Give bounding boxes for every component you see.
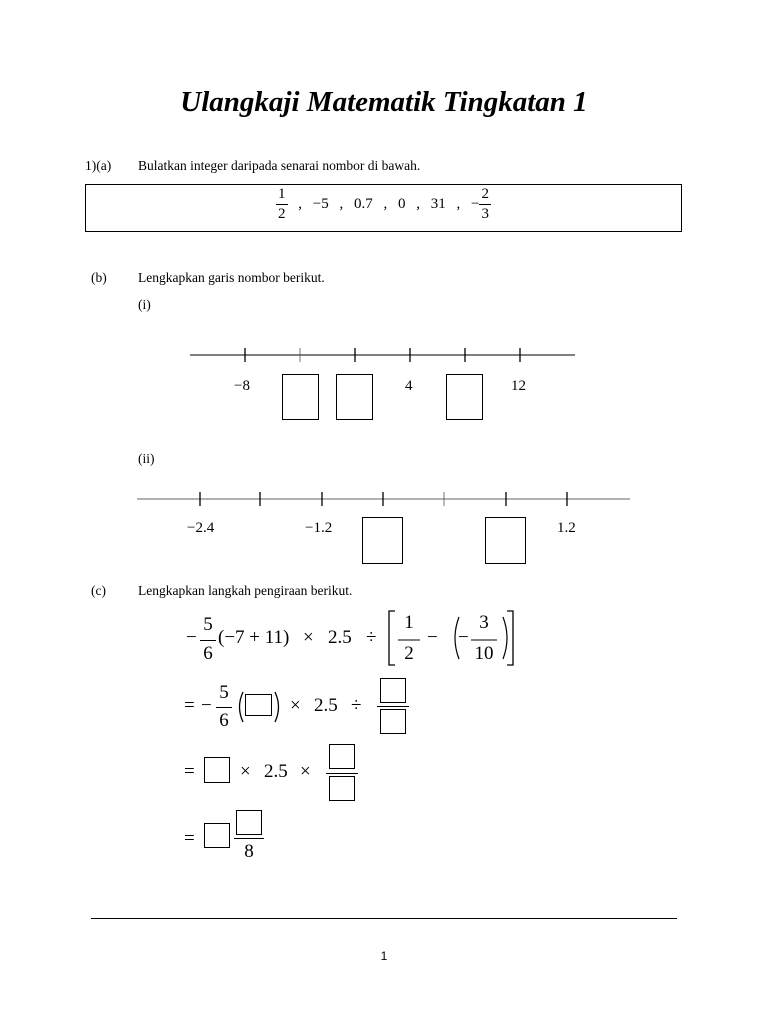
part-c-label: (c) — [91, 583, 106, 598]
calc-bracket-frac2-den: 10 — [474, 643, 494, 664]
answer-box-calc-row4-num[interactable] — [236, 810, 262, 835]
answer-box-line-ii-1[interactable] — [362, 517, 403, 564]
line-ii-label-1.2: 1.2 — [557, 520, 576, 536]
calc-row2-equals: = — [184, 695, 195, 716]
calc-bracket-minus: − — [427, 627, 438, 648]
question-a-instruction: Bulatkan integer daripada senarai nombor di bawah. — [138, 158, 421, 173]
answer-box-calc-row3-den[interactable] — [329, 776, 355, 801]
line-ii-label-neg1.2: −1.2 — [305, 520, 333, 536]
calc-value-2-5: 2.5 — [328, 627, 352, 648]
line-i-label-neg8: −8 — [234, 378, 250, 394]
calc-row3-times: × — [240, 761, 251, 782]
number-list: $\frac{1}{2}$ , −5 , 0.7 , 0 , 31 , − $\frac{2}{3}$ — [278, 186, 489, 222]
part-b-label: (b) — [91, 270, 107, 285]
line-i-label-4: 4 — [405, 378, 413, 394]
page-title: Ulangkaji Matematik Tingkatan 1 — [180, 86, 588, 118]
calc-row2-divide: ÷ — [351, 695, 362, 716]
part-b-instruction: Lengkapkan garis nombor berikut. — [138, 270, 325, 285]
line-i-label-12: 12 — [511, 378, 526, 394]
number-zero[interactable]: 0 — [398, 195, 406, 212]
fraction-one-half[interactable]: $\frac{1}{2}$ — [278, 186, 286, 222]
fraction-neg-two-thirds[interactable]: − $\frac{2}{3}$ — [471, 186, 489, 222]
calc-row2-minus: − — [201, 695, 212, 716]
part-b-ii-label: (ii) — [138, 451, 155, 466]
calc-row2-times: × — [290, 695, 301, 716]
calc-bracket-frac1-num: 1 — [404, 612, 414, 633]
answer-box-calc-row2-paren[interactable] — [245, 694, 272, 716]
calc-row1-frac-den: 6 — [203, 643, 213, 664]
calc-times: × — [303, 627, 314, 648]
answer-box-calc-row3-1[interactable] — [204, 757, 230, 783]
answer-box-line-ii-2[interactable] — [485, 517, 526, 564]
question-number: 1)(a) — [85, 158, 112, 173]
calc-row3-value: 2.5 — [264, 761, 288, 782]
calc-divide: ÷ — [366, 627, 377, 648]
answer-box-line-i-3[interactable] — [446, 374, 483, 420]
number-neg-five[interactable]: −5 — [312, 195, 329, 212]
calc-paren: (−7 + 11) — [218, 627, 290, 648]
calc-bracket-frac2-num: 3 — [479, 612, 489, 633]
number-thirty-one[interactable]: 31 — [430, 195, 446, 212]
calc-bracket-neg: − — [458, 627, 469, 648]
calc-row1-frac-num: 5 — [203, 614, 213, 635]
calc-row3-times2: × — [300, 761, 311, 782]
calc-row4-frac-bar — [234, 838, 264, 839]
answer-box-calc-row2-num[interactable] — [380, 678, 406, 703]
answer-box-calc-row4-whole[interactable] — [204, 823, 230, 848]
answer-box-calc-row3-num[interactable] — [329, 744, 355, 769]
page-number: 1 — [380, 949, 388, 963]
calc-row3-frac-bar — [326, 773, 358, 774]
calc-row4-equals: = — [184, 828, 195, 849]
answer-box-line-i-2[interactable] — [336, 374, 373, 420]
answer-box-line-i-1[interactable] — [282, 374, 319, 420]
part-c-instruction: Lengkapkan langkah pengiraan berikut. — [138, 583, 353, 598]
calc-row2-frac-bar — [216, 707, 232, 708]
calc-bracket-frac1-den: 2 — [404, 643, 414, 664]
calc-row2-value: 2.5 — [314, 695, 338, 716]
calc-minus: − — [186, 627, 197, 648]
calc-row2-frac-den: 6 — [219, 710, 229, 731]
calc-row3-equals: = — [184, 761, 195, 782]
line-ii-label-neg2.4: −2.4 — [187, 520, 215, 536]
calc-row4-den: 8 — [244, 841, 254, 862]
number-zero-point-seven[interactable]: 0.7 — [354, 195, 373, 212]
part-b-i-label: (i) — [138, 297, 151, 312]
number-list-box — [85, 184, 682, 232]
calc-row1-frac-bar — [200, 640, 216, 641]
answer-box-calc-row2-den[interactable] — [380, 709, 406, 734]
calc-row2-frac-bar2 — [377, 706, 409, 707]
footer-rule — [91, 918, 677, 919]
number-line-i — [0, 340, 768, 430]
calc-row2-frac-num: 5 — [219, 682, 229, 703]
